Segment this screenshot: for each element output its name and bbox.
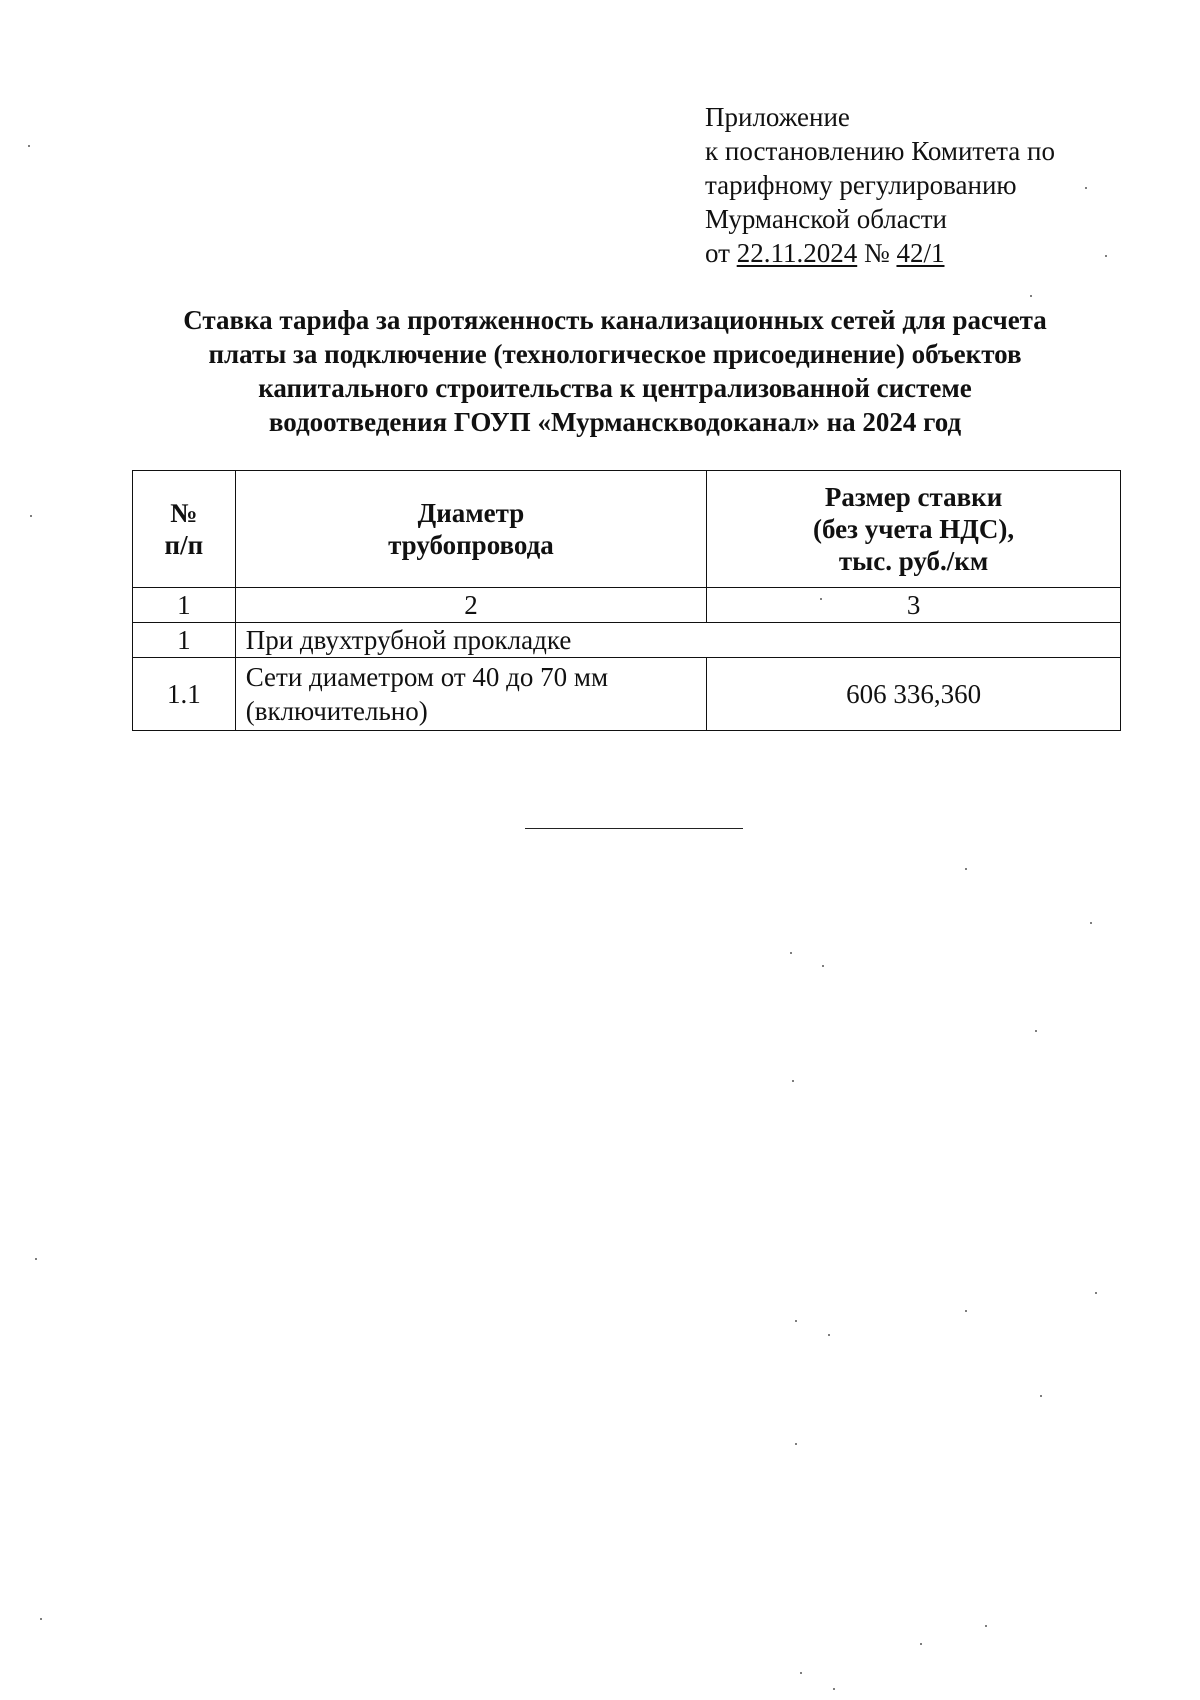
scan-speck (800, 1672, 802, 1674)
annex-line-2: к постановлению Комитета по (705, 136, 1055, 166)
end-separator-line (525, 828, 743, 829)
scan-speck (985, 1625, 987, 1627)
scan-speck (822, 965, 824, 967)
scan-speck (965, 868, 967, 870)
scan-speck (795, 1320, 797, 1322)
scan-speck (920, 1643, 922, 1645)
scan-speck (1035, 1030, 1037, 1032)
column-number-1: 1 (133, 588, 236, 623)
header-diameter: Диаметр трубопровода (235, 471, 706, 588)
header-rate: Размер ставки (без учета НДС), тыс. руб./км (707, 471, 1121, 588)
annex-block (705, 100, 1055, 270)
document-title (130, 303, 1100, 439)
section-label: При двухтрубной прокладке (235, 623, 1120, 658)
scan-speck (1105, 255, 1107, 257)
tariff-table (132, 470, 1121, 731)
title-line-2: платы за подключение (технологическое присоединение) объектов (208, 339, 1022, 369)
scan-speck (1040, 1395, 1042, 1397)
title-line-3: капитального строительства к централизованной системе (258, 373, 972, 403)
scan-speck (1095, 1292, 1097, 1294)
scan-speck (820, 598, 822, 600)
annex-date-prefix: от (705, 238, 730, 268)
annex-line-1: Приложение (705, 102, 850, 132)
header-number: № п/п (133, 471, 236, 588)
scan-speck (35, 1258, 37, 1260)
table-header-row (133, 471, 1121, 588)
column-number-2: 2 (235, 588, 706, 623)
scan-speck (1090, 922, 1092, 924)
column-number-3: 3 (707, 588, 1121, 623)
scan-speck (965, 1310, 967, 1312)
column-number-row (133, 588, 1121, 623)
table-row (133, 658, 1121, 731)
scan-speck (28, 145, 30, 147)
scan-speck (795, 1443, 797, 1445)
row-number: 1.1 (133, 658, 236, 731)
title-line-4: водоотведения ГОУП «Мурманскводоканал» на 2024 год (268, 407, 962, 437)
row-description: Сети диаметром от 40 до 70 мм (включительно) (235, 658, 706, 731)
annex-date-line (705, 236, 1055, 270)
scan-speck (40, 1618, 42, 1620)
scan-speck (792, 1080, 794, 1082)
scan-speck (1085, 187, 1087, 189)
scan-speck (1030, 295, 1032, 297)
scan-speck (833, 1688, 835, 1690)
section-number: 1 (133, 623, 236, 658)
annex-date: 22.11.2024 (736, 238, 858, 268)
annex-number: 42/1 (896, 238, 945, 268)
row-rate: 606 336,360 (707, 658, 1121, 731)
annex-line-3: тарифному регулированию (705, 170, 1017, 200)
scan-speck (790, 952, 792, 954)
section-row (133, 623, 1121, 658)
title-line-1: Ставка тарифа за протяженность канализационных сетей для расчета (183, 305, 1047, 335)
annex-line-4: Мурманской области (705, 204, 947, 234)
scan-speck (828, 1334, 830, 1336)
scan-speck (30, 515, 32, 517)
annex-number-prefix: № (863, 238, 890, 268)
